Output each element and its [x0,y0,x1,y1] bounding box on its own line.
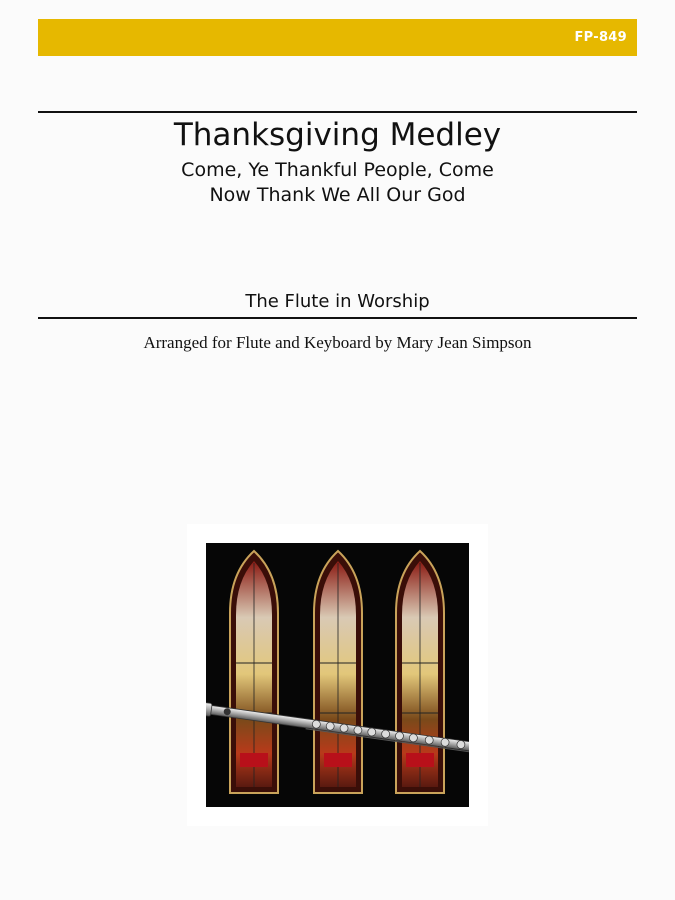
header-bar [38,19,637,56]
series-name: The Flute in Worship [245,291,430,312]
stained-glass-windows-with-flute-icon [206,543,469,807]
top-divider [38,111,637,113]
stained-glass-window-center [314,551,362,793]
series-divider [38,317,637,319]
stained-glass-window-left [230,551,278,793]
subtitle-first-hymn: Come, Ye Thankful People, Come [181,159,494,181]
piece-title: Thanksgiving Medley [173,117,502,153]
subtitle-second-hymn: Now Thank We All Our God [209,184,466,206]
cover-image [206,543,469,807]
arranger-credit: Arranged for Flute and Keyboard by Mary Jean Simpson [143,333,532,352]
cover-image-frame [187,524,488,826]
stained-glass-window-right [396,551,444,793]
catalog-code: FP-849 [574,30,627,45]
